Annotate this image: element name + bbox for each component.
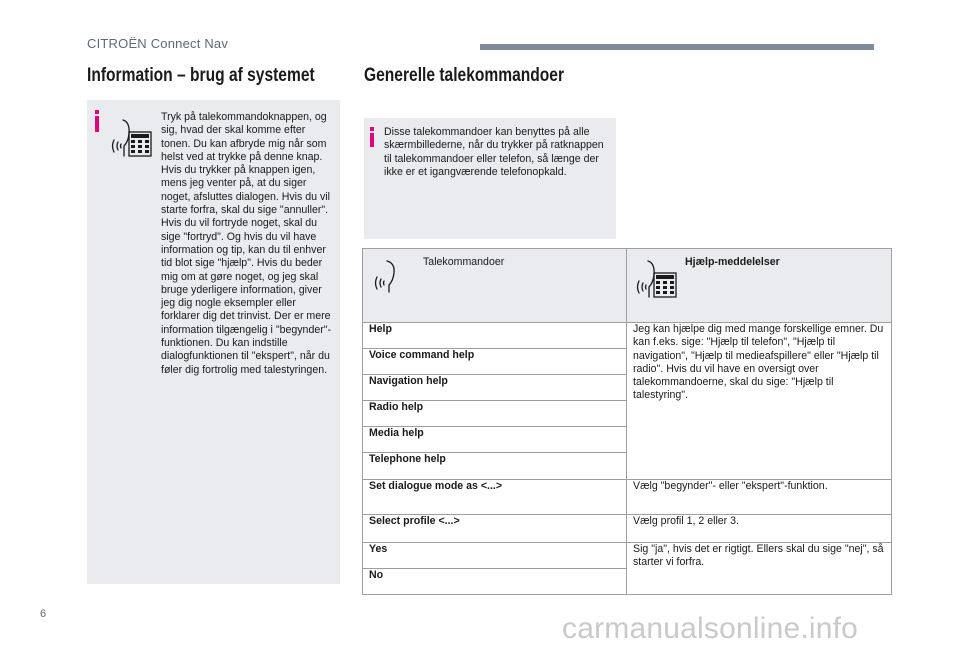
header-commands-cell [363,249,627,323]
left-section-text: Tryk på talekommandoknappen, og sig, hvad der skal komme efter tonen. Du kan afbryde mig når som helst ved at trykke på denne knap. Hvis du trykker på knappen igen, mens jeg venter på, at du siger noget, afsluttes dialogen. Hvis du vil starte forfra, skal du sige "annuller". Hvis du vil fortryde noget, skal du sige "fortryd". Og hvis du vil have information og tip, kan du til enhver tid blot sige "hjælp". Hvis du beder mig om at gøre noget, og jeg skal bruge yderligere information, giver jeg dig nogle eksempler eller forklarer dig det trinvist. Der er mere information tilgængelig i "begynder"-funktionen. Du kan indstille dialogfunktionen til "ekspert", når du føler dig fortrolig med talestyringen. [161,111,332,376]
description-cell: Vælg "begynder"- eller "ekspert"-funktion. [627,480,892,515]
table-row [363,480,892,515]
info-icon [95,110,99,132]
command-cell: Yes [363,543,627,569]
command-cell: Help [363,323,627,349]
info-icon [370,127,374,147]
command-cell: Voice command help [363,349,627,375]
table-row [363,543,892,569]
page-number: 6 [40,608,47,620]
command-cell: Media help [363,427,627,453]
voice-command-icon [373,259,409,293]
table-row [363,323,892,349]
right-info-text: Disse talekommandoer kan benyttes på alle skærmbillederne, når du trykker på ratknappen til talekommandoer eller telefon, så længe der ikke er et igangværende telefonopkald. [384,126,604,178]
table-header-row [363,249,892,323]
command-cell: Radio help [363,401,627,427]
description-cell: Sig "ja", hvis det er rigtigt. Ellers skal du sige "nej", så starter vi forfra. [627,543,892,595]
header-bar [480,44,874,50]
header-help-label: Hjælp-meddelelser [685,256,780,268]
description-cell: Vælg profil 1, 2 eller 3. [627,515,892,543]
voice-keypad-icon [110,116,152,158]
voice-keypad-icon [635,257,677,299]
voice-commands-table [362,248,892,595]
command-cell: Set dialogue mode as <...> [363,480,627,515]
command-cell: Select profile <...> [363,515,627,543]
right-section-title: Generelle talekommandoer [364,65,565,86]
header-commands-label: Talekommandoer [423,256,505,268]
table-row [363,515,892,543]
command-cell: Navigation help [363,375,627,401]
command-cell: No [363,569,627,595]
header-brand: CITROËN Connect Nav [87,36,229,51]
left-section-title: Information – brug af systemet [87,65,315,86]
description-cell: Jeg kan hjælpe dig med mange forskellige emner. Du kan f.eks. sige: "Hjælp til telefon", "Hjælp til navigation", "Hjælp til medieafspillere" eller "Hjælp til radio". Hvis du vil have en oversigt over talekommandoerne, skal du sige: "Hjælp til talestyring". [627,323,892,480]
watermark: carmanualsonline.info [562,612,859,645]
header-help-cell [627,249,892,323]
command-cell: Telephone help [363,453,627,480]
